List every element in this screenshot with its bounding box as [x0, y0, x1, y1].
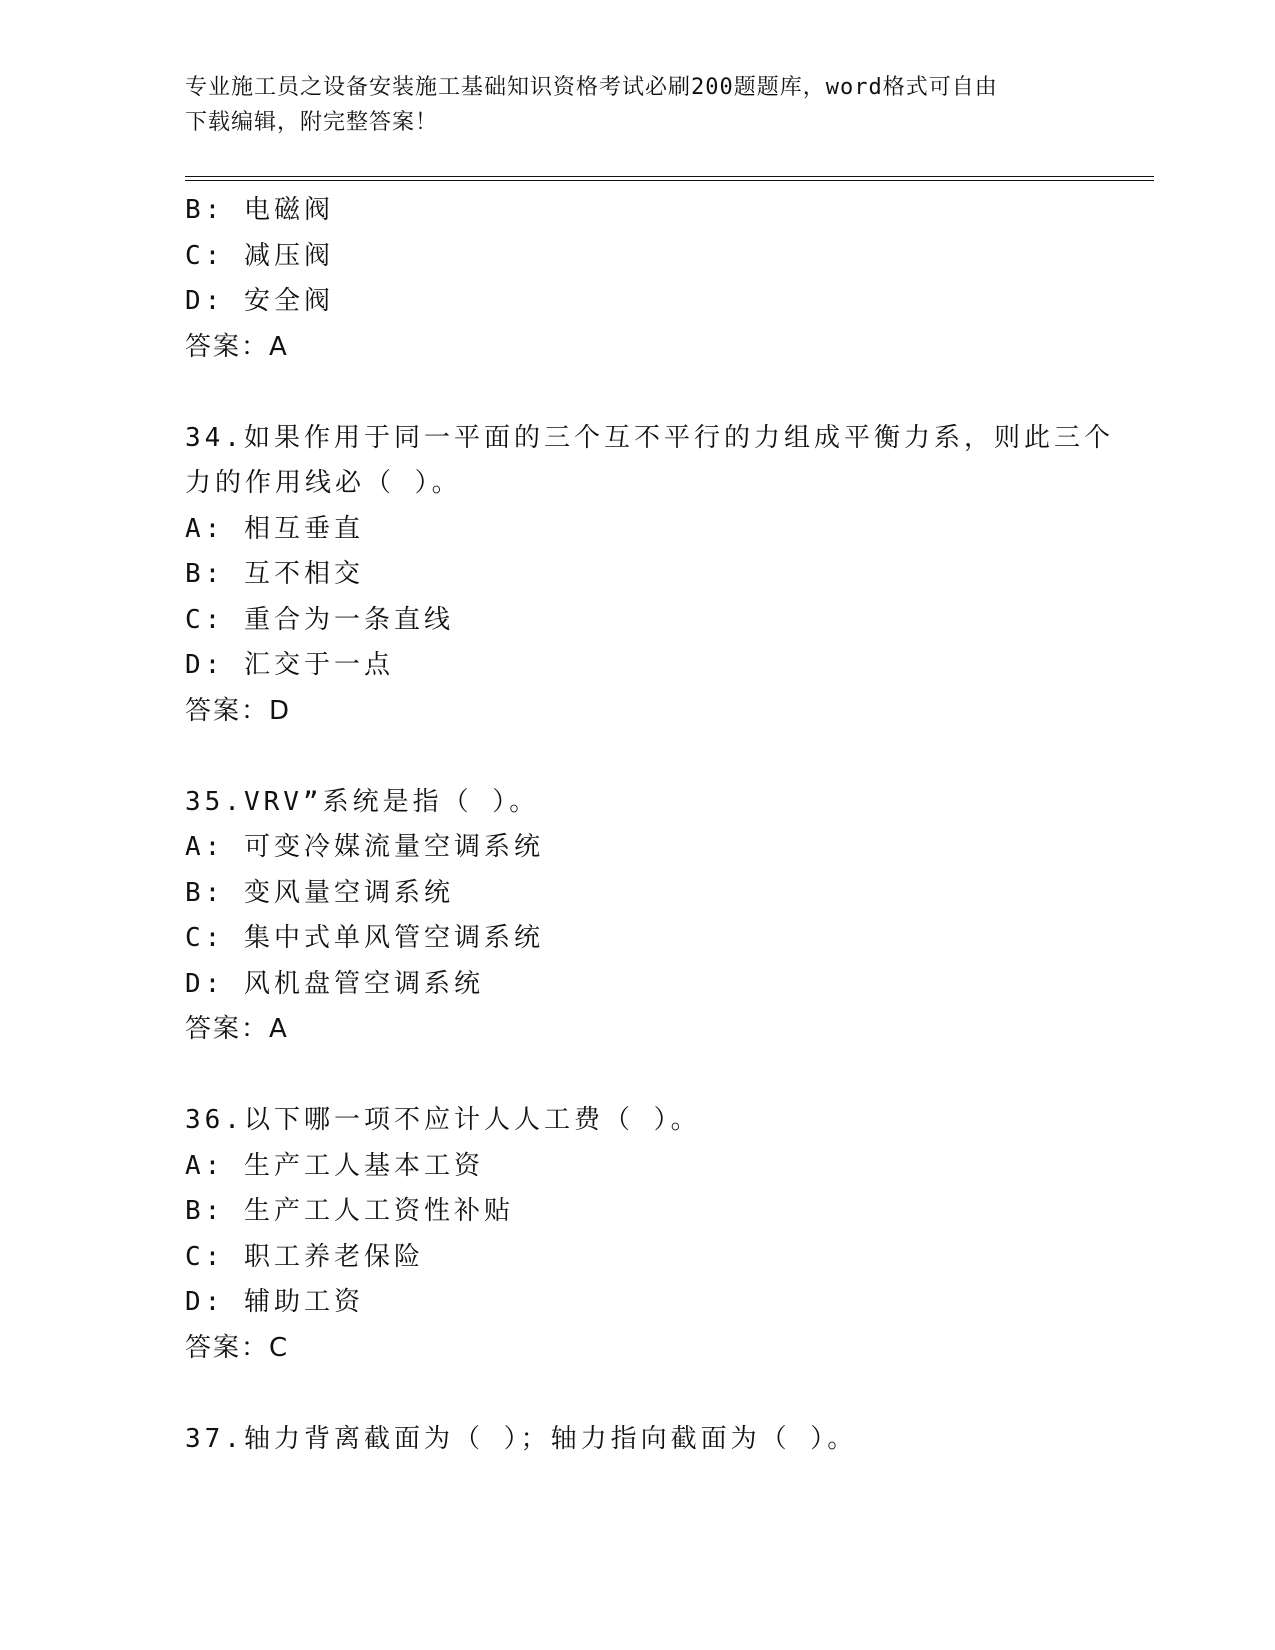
question-35: [185, 780, 1085, 1053]
question-33-continued: [185, 188, 1085, 370]
option-a: A: 生产工人基本工资: [185, 1150, 484, 1181]
option-b: B: 互不相交: [185, 559, 364, 589]
question-stem: 37.轴力背离截面为（ ）；轴力指向截面为（ ）。: [185, 1423, 858, 1454]
option-d: D: 风机盘管空调系统: [185, 968, 484, 999]
question-list: [185, 188, 1114, 1462]
option-a: A: 可变冷媒流量空调系统: [185, 832, 544, 862]
option-b: B: 变风量空调系统: [185, 877, 454, 908]
answer-label: 答案：D: [185, 695, 292, 726]
question-37: [185, 1417, 1085, 1463]
header-line-1: 专业施工员之设备安装施工基础知识资格考试必刷200题题库，word格式可自由: [185, 75, 998, 100]
answer-label: 答案：C: [185, 1332, 290, 1363]
answer-label: 答案：A: [185, 331, 289, 362]
option-a: A: 相互垂直: [185, 513, 364, 544]
document-header: [185, 70, 1065, 140]
question-34: [185, 416, 1114, 735]
question-stem: 36.以下哪一项不应计人人工费（ ）。: [185, 1105, 701, 1135]
option-d: D: 辅助工资: [185, 1287, 364, 1317]
option-d: D: 安全阀: [185, 286, 334, 316]
option-c: C: 职工养老保险: [185, 1241, 424, 1272]
question-stem-line-2: 力的作用线必（ ）。: [185, 468, 462, 498]
option-c: C: 集中式单风管空调系统: [185, 923, 544, 953]
option-b: B: 电磁阀: [185, 195, 334, 225]
option-d: D: 汇交于一点: [185, 650, 394, 680]
question-stem-line-1: 34.如果作用于同一平面的三个互不平行的力组成平衡力系，则此三个: [185, 422, 1114, 453]
question-36: [185, 1098, 1085, 1371]
header-divider: [185, 176, 1154, 181]
answer-label: 答案：A: [185, 1014, 289, 1044]
option-c: C: 重合为一条直线: [185, 604, 454, 635]
option-c: C: 减压阀: [185, 240, 334, 271]
option-b: B: 生产工人工资性补贴: [185, 1196, 514, 1226]
question-stem: 35.VRV”系统是指（ ）。: [185, 786, 540, 817]
header-line-2: 下载编辑，附完整答案！: [185, 110, 439, 135]
